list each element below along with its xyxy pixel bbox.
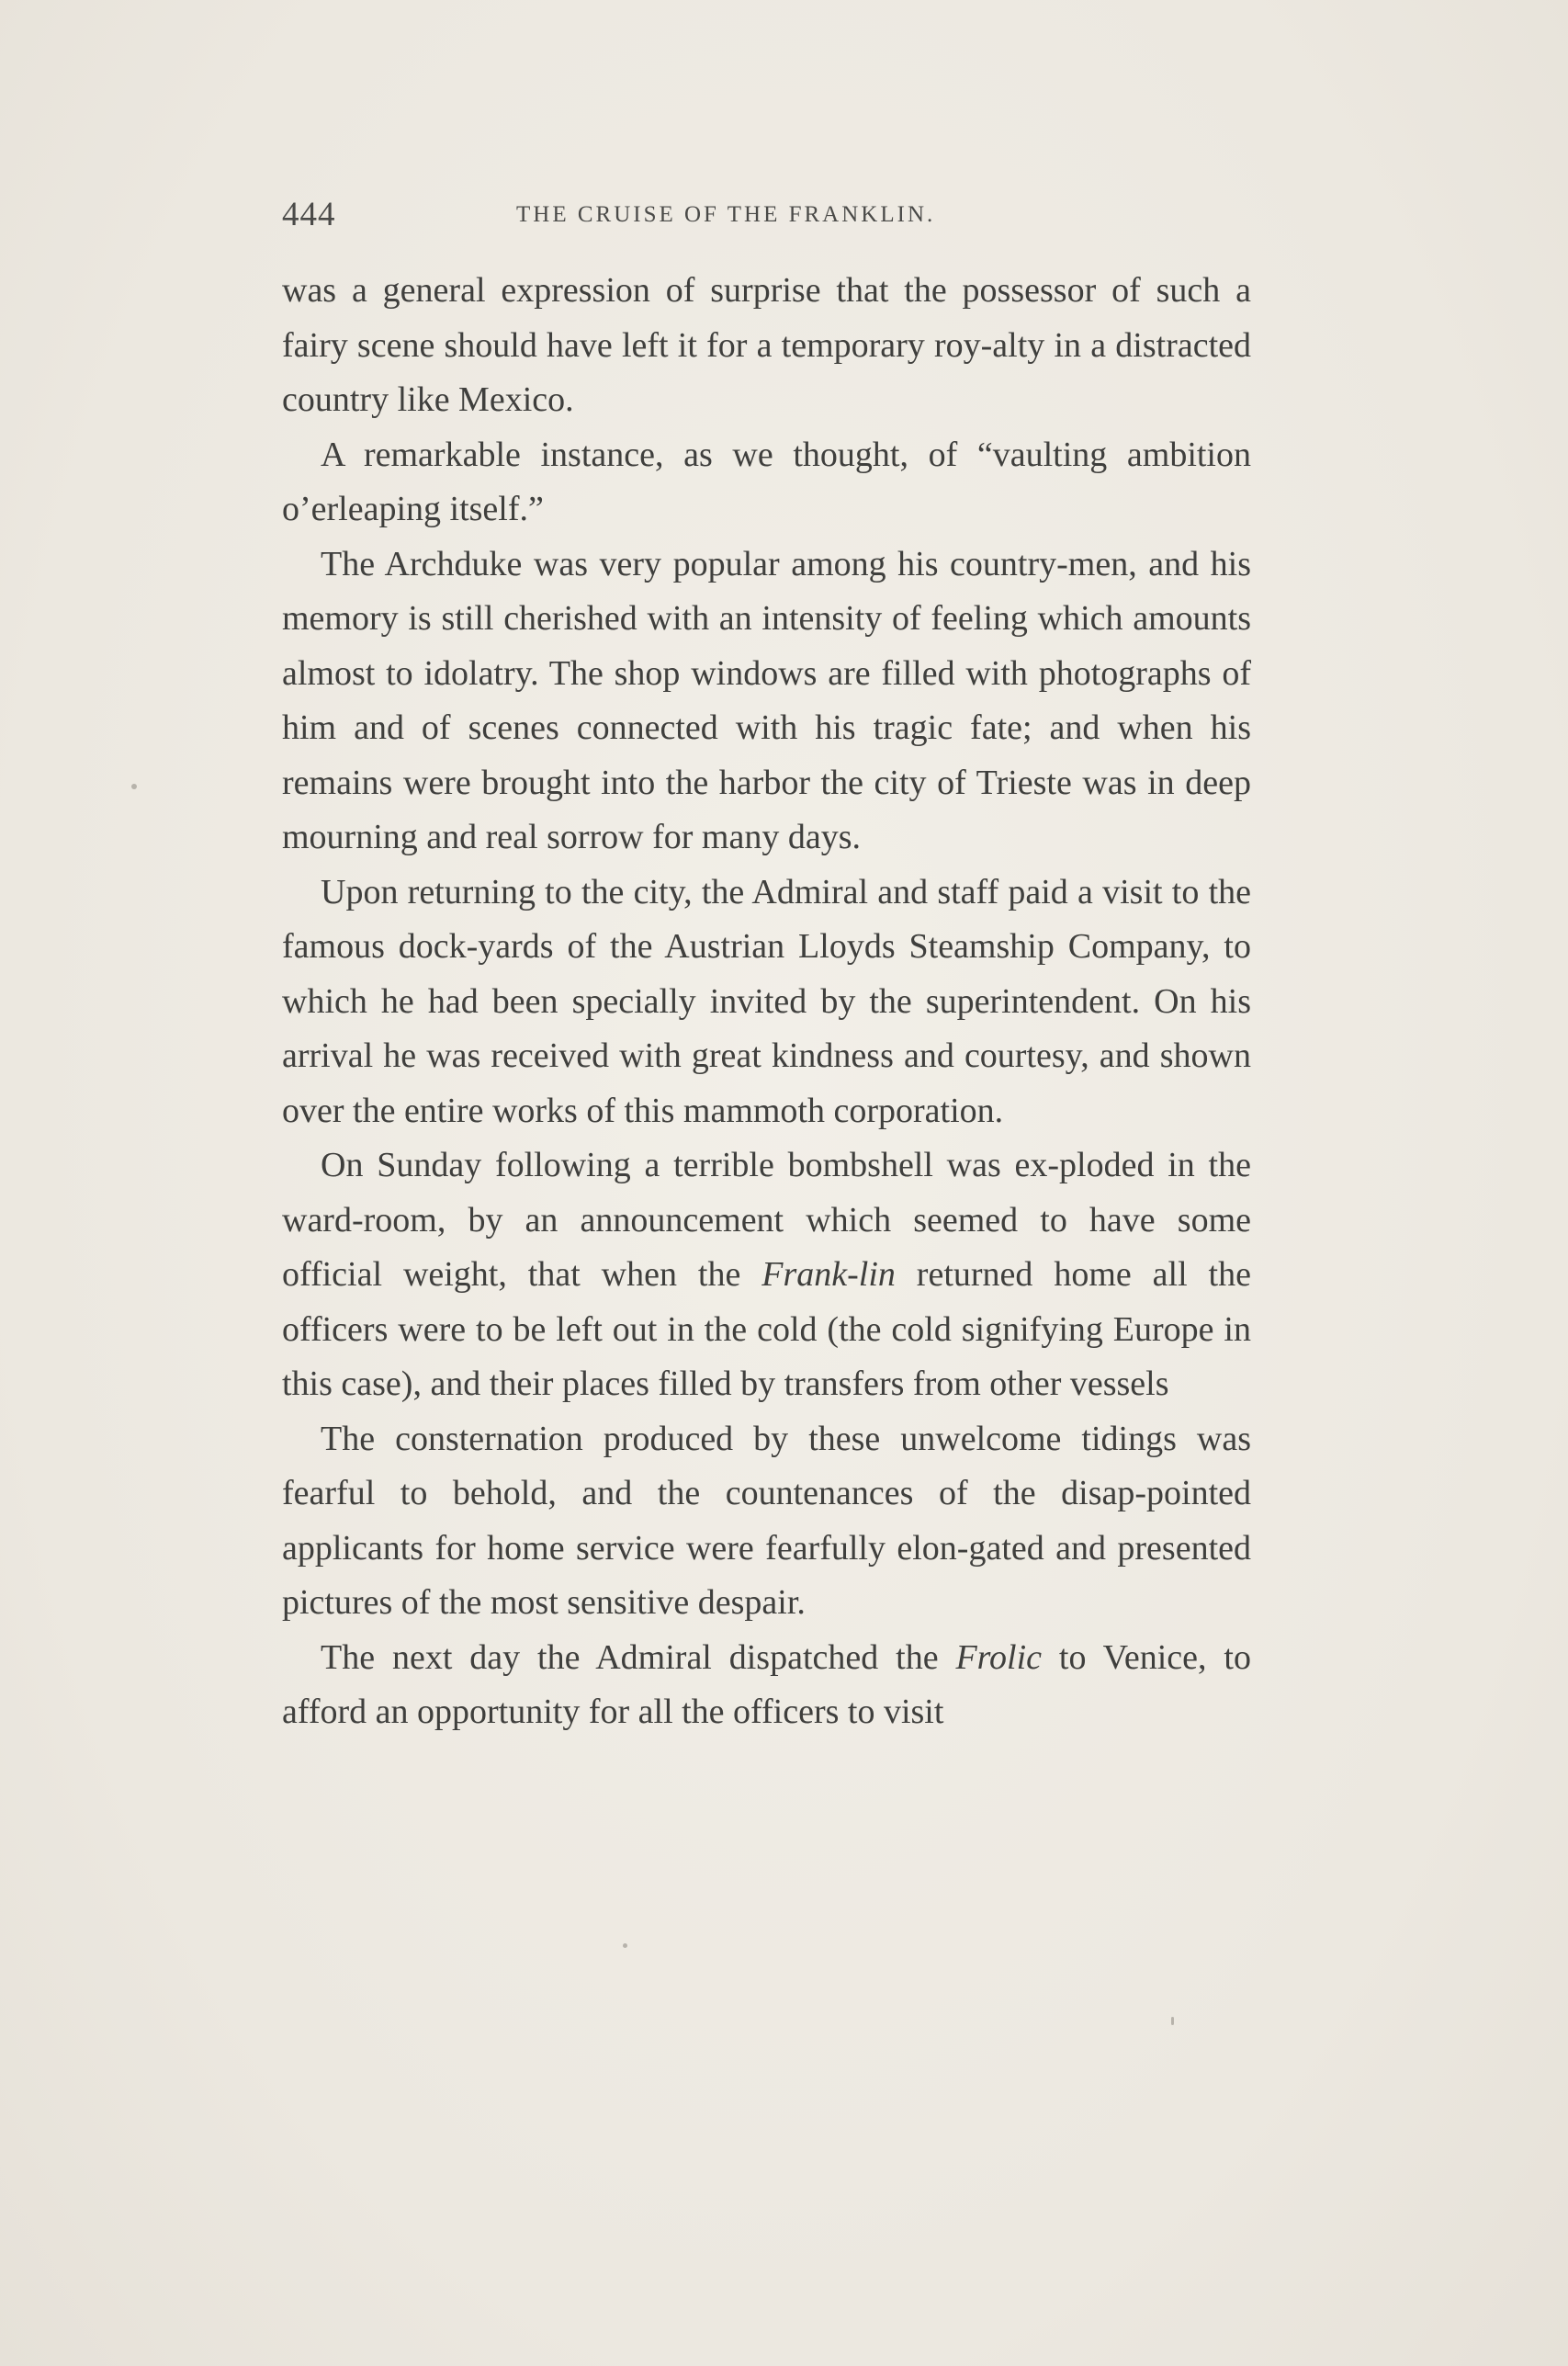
paragraph xyxy=(282,264,1251,428)
paragraph xyxy=(282,1138,1251,1412)
text-run: The Archduke was very popular among his country-men, and his memory is still cherished with an intensity of feeling which amounts almost to idolatry. The shop windows are filled with photographs of him and of scenes connected with his tragic fate; and when his remains were brought into the harbor the city of Trieste was in deep mourning and real sorrow for many days. xyxy=(282,544,1251,856)
running-title: THE CRUISE OF THE FRANKLIN. xyxy=(516,202,936,227)
paper-speck xyxy=(623,1943,627,1948)
text-run: was a general expression of surprise that the possessor of such a fairy scene should have left it for a temporary roy-alty in a distracted country like Mexico. xyxy=(282,271,1251,419)
page-header xyxy=(282,195,1251,241)
paragraph xyxy=(282,866,1251,1139)
text-run: to Venice, to afford an opportunity for all the officers to visit xyxy=(282,1637,1251,1731)
paragraph xyxy=(282,428,1251,538)
paper-speck xyxy=(131,784,137,789)
paragraph xyxy=(282,1412,1251,1631)
italic-ship-name: Frolic xyxy=(955,1637,1043,1677)
italic-ship-name: Frank-lin xyxy=(761,1255,896,1294)
text-run: returned home all the officers were to be left out in the cold (the cold signifying Europe in this case), and their places filled by transfers from other vessels xyxy=(282,1255,1251,1403)
paragraph xyxy=(282,1631,1251,1740)
paragraph xyxy=(282,538,1251,866)
text-run: The next day the Admiral dispatched the xyxy=(321,1637,956,1677)
paper-speck xyxy=(1171,2017,1174,2025)
text-run: A remarkable instance, as we thought, of “vaulting ambition o’erleaping itself.” xyxy=(282,435,1251,528)
text-run: Upon returning to the city, the Admiral and staff paid a visit to the famous dock-yards of the Austrian Lloyds Steamship Company, to which he had been specially invited by the superintendent. On his arrival he was received with great kindness and courtesy, and shown over the entire works of this mammoth corporation. xyxy=(282,872,1251,1130)
page-number: 444 xyxy=(282,196,336,233)
text-run: The consternation produced by these unwelcome tidings was fearful to behold, and the countenances of the disap-pointed applicants for home service were fearfully elon-gated and presented pictures of the most sensitive despair. xyxy=(282,1419,1251,1622)
text-run: On Sunday following a terrible bombshell was ex-ploded in the ward-room, by an announcement which seemed to have some official weight, that when the xyxy=(282,1146,1251,1294)
body-text xyxy=(282,264,1251,1740)
